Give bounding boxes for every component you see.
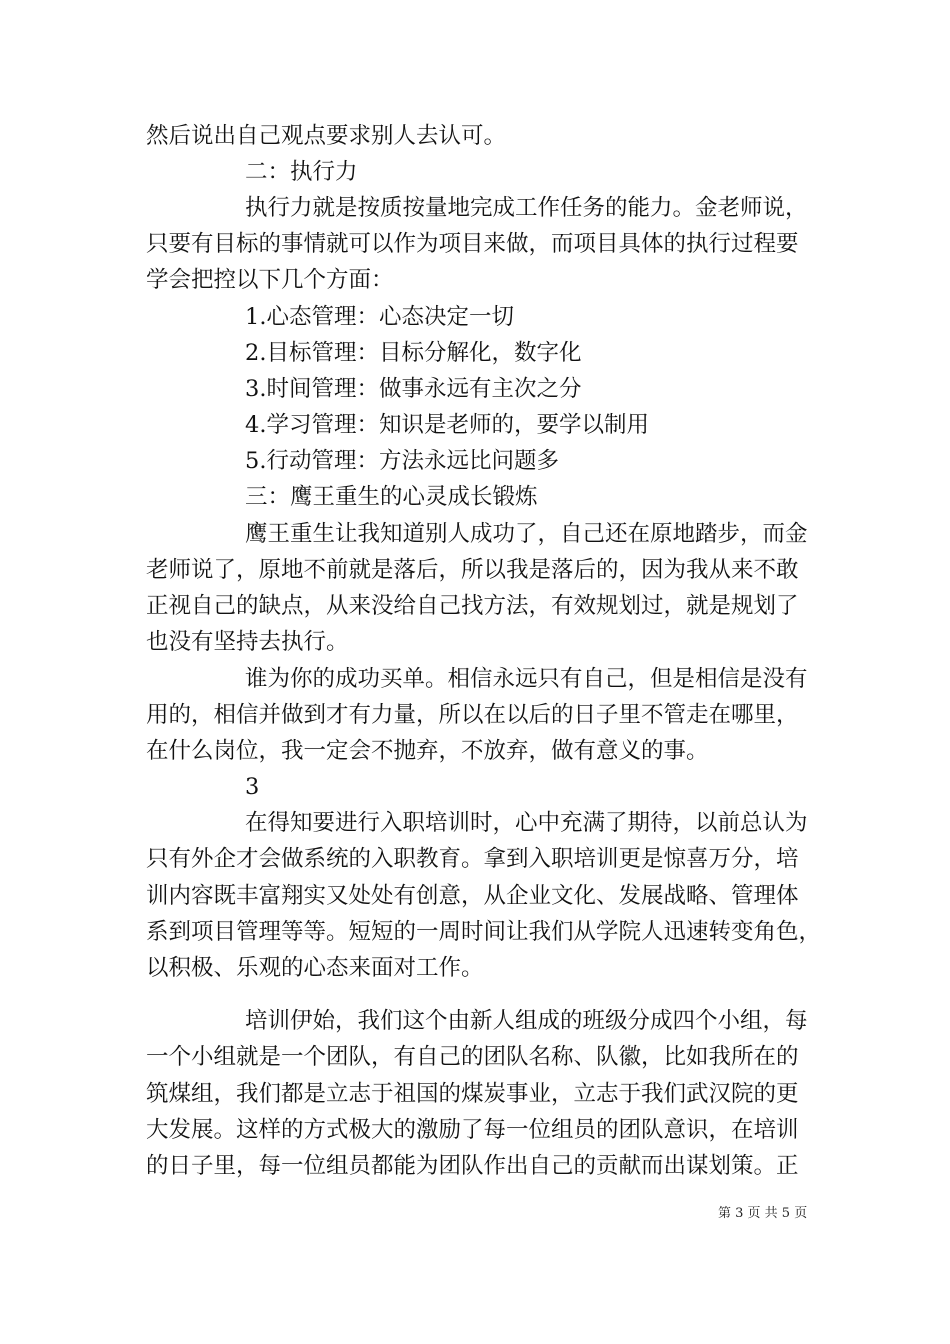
list-item: 2.目标管理：目标分解化，数字化	[245, 340, 582, 366]
text-line: 培训伊始，我们这个由新人组成的班级分成四个小组，每	[245, 1008, 808, 1034]
section-heading: 三：鹰王重生的心灵成长锻炼	[245, 484, 538, 510]
text-line: 的日子里，每一位组员都能为团队作出自己的贡献而出谋划策。正	[146, 1153, 799, 1179]
section-number: 3	[245, 774, 260, 800]
text-line: 系到项目管理等等。短短的一周时间让我们从学院人迅速转变角色，	[146, 919, 822, 945]
text-line: 鹰王重生让我知道别人成功了，自己还在原地踏步，而金	[245, 521, 808, 547]
text-line: 一个小组就是一个团队，有自己的团队名称、队徽，比如我所在的	[146, 1044, 799, 1070]
text-line: 以积极、乐观的心态来面对工作。	[146, 955, 484, 981]
text-line: 学会把控以下几个方面：	[146, 267, 394, 293]
text-line: 用的，相信并做到才有力量，所以在以后的日子里不管走在哪里，	[146, 702, 799, 728]
text-line: 谁为你的成功买单。相信永远只有自己，但是相信是没有	[245, 666, 808, 692]
text-line: 只有外企才会做系统的入职教育。拿到入职培训更是惊喜万分，培	[146, 846, 799, 872]
list-item: 1.心态管理：心态决定一切	[245, 304, 514, 330]
list-item: 5.行动管理：方法永远比问题多	[245, 448, 559, 474]
list-item: 4.学习管理：知识是老师的，要学以制用	[245, 412, 649, 438]
text-line: 正视自己的缺点，从来没给自己找方法，有效规划过，就是规划了	[146, 593, 799, 619]
text-line: 然后说出自己观点要求别人去认可。	[146, 123, 507, 149]
text-line: 只要有目标的事情就可以作为项目来做，而项目具体的执行过程要	[146, 231, 799, 257]
page-number-footer: 第 3 页 共 5 页	[718, 1206, 808, 1221]
text-line: 也没有坚持去执行。	[146, 629, 349, 655]
text-line: 大发展。这样的方式极大的激励了每一位组员的团队意识，在培训	[146, 1117, 799, 1143]
text-line: 执行力就是按质按量地完成工作任务的能力。金老师说，	[245, 195, 808, 221]
text-line: 在得知要进行入职培训时，心中充满了期待，以前总认为	[245, 810, 808, 836]
text-line: 筑煤组，我们都是立志于祖国的煤炭事业，立志于我们武汉院的更	[146, 1081, 799, 1107]
list-item: 3.时间管理：做事永远有主次之分	[245, 376, 582, 402]
text-line: 老师说了，原地不前就是落后，所以我是落后的，因为我从来不敢	[146, 557, 799, 583]
section-heading: 二：执行力	[245, 159, 358, 185]
text-line: 训内容既丰富翔实又处处有创意，从企业文化、发展战略、管理体	[146, 883, 799, 909]
text-line: 在什么岗位，我一定会不抛弃，不放弃，做有意义的事。	[146, 738, 709, 764]
